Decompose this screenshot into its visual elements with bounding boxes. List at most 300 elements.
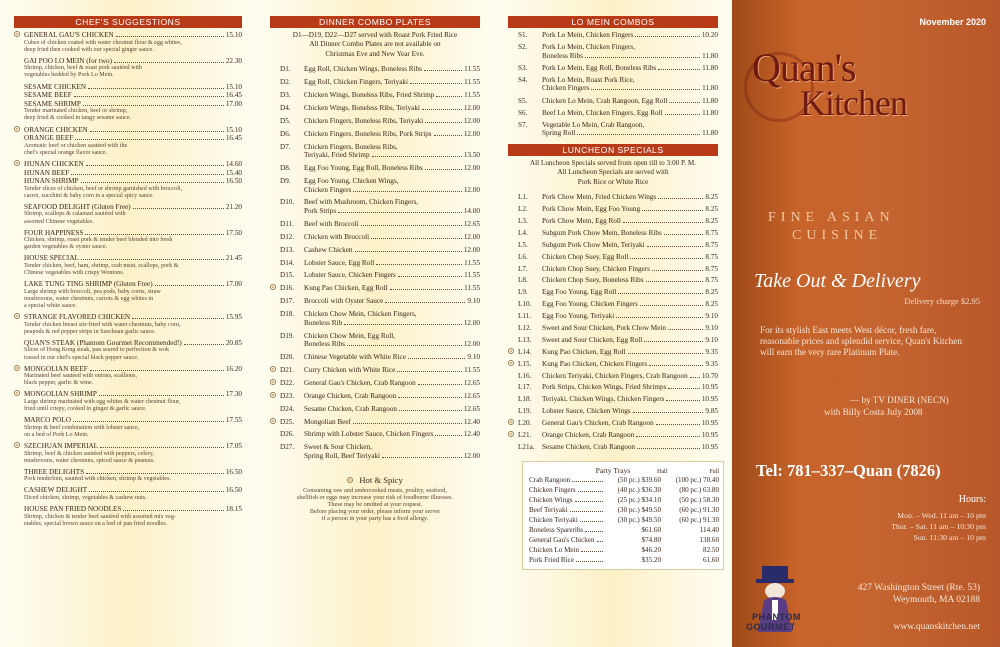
party-trays-full-label: Full — [709, 469, 719, 476]
combo-number: S4. — [518, 75, 528, 84]
dot-leader — [397, 366, 462, 372]
combo-number: S2. — [518, 43, 528, 52]
combo-item — [508, 372, 718, 381]
combo-number: S1. — [518, 31, 528, 39]
menu-item-row — [24, 313, 242, 322]
tagline-cuisine: CUISINE — [792, 228, 883, 243]
combo-price: 8.75 — [705, 252, 718, 261]
menu-item-name: STRANGE FLAVORED CHICKEN — [24, 313, 131, 322]
dot-leader — [71, 169, 224, 175]
party-tray-name: Chicken Fingers — [529, 486, 576, 495]
party-tray-name: General Gau's Chicken — [529, 536, 595, 545]
combo-name: Beef Lo Mein, Chicken Fingers, Egg Roll — [542, 108, 663, 117]
combo-name: Boneless Rib — [304, 318, 343, 327]
hours-line: Thur. – Sat. 11 am – 10:30 pm — [891, 522, 986, 531]
menu-item-price: 21.20 — [225, 202, 242, 211]
combo-item — [270, 130, 480, 139]
party-tray-half-price: (40 pc.) $36.30 — [617, 486, 661, 495]
combo-number: L20. — [518, 419, 532, 428]
combo-item-row — [518, 241, 718, 250]
combo-price: 9.10 — [705, 312, 718, 321]
combo-price: 10.95 — [701, 383, 718, 392]
combo-item-row — [280, 430, 480, 439]
combo-item-row — [518, 253, 718, 262]
hours-line: Mon. – Wed. 11 am – 10 pm — [897, 511, 986, 520]
combo-name: Chicken Chow Mein, Chicken Fingers, — [304, 310, 417, 319]
dot-leader — [436, 91, 462, 97]
combo-item-row — [518, 276, 718, 285]
combo-number: L19. — [518, 407, 532, 416]
combo-item-row — [280, 332, 480, 341]
combo-number: D2. — [280, 78, 291, 87]
combo-price: 9.35 — [705, 359, 718, 368]
combo-number: L4. — [518, 228, 528, 237]
dot-leader — [658, 64, 700, 70]
menu-item — [14, 442, 242, 465]
combo-price: 12.00 — [463, 232, 480, 241]
combo-name: Kung Pao Chicken, Chicken Fingers — [542, 359, 648, 368]
dot-leader — [585, 52, 700, 58]
menu-item — [14, 468, 242, 484]
combo-number: L7. — [518, 264, 528, 273]
dot-leader — [353, 418, 462, 424]
combo-price: 8.75 — [705, 240, 718, 249]
combo-price: 11.55 — [464, 78, 480, 87]
dinner-combo-column — [256, 0, 494, 647]
combo-item-row — [280, 443, 480, 452]
combo-item — [508, 288, 718, 297]
combo-name: Chicken Chow Mein, Egg Roll, — [304, 331, 396, 340]
party-tray-name-cell — [529, 545, 605, 555]
combo-item-row — [280, 143, 480, 152]
combo-price: 8.25 — [705, 193, 718, 202]
combo-item — [270, 104, 480, 113]
menu-item-price: 18.15 — [225, 505, 242, 514]
menu-item-row — [24, 126, 242, 135]
hot-spicy-icon — [14, 365, 20, 371]
dot-leader — [425, 117, 462, 123]
dot-leader — [425, 164, 462, 170]
menu-item — [14, 505, 242, 528]
combo-item — [270, 233, 480, 242]
combo-item-row — [518, 217, 718, 226]
dot-leader — [133, 203, 224, 209]
combo-item — [270, 143, 480, 160]
combo-item — [270, 379, 480, 388]
party-tray-half-price: $46.20 — [641, 546, 661, 555]
dot-leader — [408, 353, 465, 359]
party-tray-full-price: (60 pc.) 91.30 — [679, 506, 719, 515]
combo-item — [508, 109, 718, 118]
combo-number: D7. — [280, 142, 291, 151]
menu-item-price: 15.10 — [225, 82, 242, 91]
dot-leader — [635, 31, 700, 37]
menu-item-name: HUNAN CHICKEN — [24, 159, 84, 168]
menu-item-price: 17.00 — [225, 99, 242, 108]
combo-number: S3. — [518, 63, 528, 72]
combo-number: S5. — [518, 96, 528, 105]
combo-item-row — [518, 64, 718, 73]
combo-item — [508, 407, 718, 416]
combo-name: Chicken Wings, Boneless Ribs, Fried Shrimp — [304, 91, 435, 99]
combo-price: 11.80 — [702, 108, 718, 117]
combo-number: L10. — [518, 300, 532, 309]
menu-item — [14, 280, 242, 310]
party-tray-name-cell — [529, 525, 605, 535]
combo-item — [508, 64, 718, 73]
menu-item-description: Tender chicken breast stir-fried with water chestnuts, baby corn, — [24, 321, 181, 328]
party-tray-half-price: (30 pc.) $49.50 — [617, 506, 661, 515]
footnote-line: Before placing your order, please inform your server — [309, 508, 441, 516]
combo-price: 9.10 — [705, 335, 718, 344]
dinner-combo-note — [270, 31, 480, 59]
menu-item-name: SZECHUAN IMPERIAL — [24, 442, 99, 450]
dot-leader — [575, 496, 603, 502]
menu-item-row — [24, 486, 242, 495]
combo-item-row — [518, 109, 718, 118]
combo-name: Chicken Fingers, Boneless Ribs, Teriyaki — [304, 116, 424, 125]
menu-item-price: 22.30 — [225, 56, 242, 65]
menu-item-row — [24, 229, 242, 238]
dinner-combo-list — [270, 65, 480, 460]
combo-name: Egg Foo Young, Egg Roll — [542, 288, 617, 297]
dot-leader — [73, 416, 224, 422]
combo-number: D4. — [280, 103, 291, 112]
combo-name: Teriyaki, Fried Shrimp — [304, 151, 370, 160]
combo-item-row — [280, 310, 480, 319]
combo-number: D5. — [280, 116, 291, 125]
dot-leader — [338, 207, 462, 213]
combo-item — [508, 312, 718, 321]
menu-item-description: on a bed of Pork Lo Mein. — [24, 431, 89, 438]
combo-name: Chicken Teriyaki, Chicken Fingers, Crab Rangoon — [542, 371, 688, 380]
menu-item-description: tossed in our chef's special black pepper sauce. — [24, 354, 139, 361]
dot-leader — [371, 233, 462, 239]
combo-price: 8.25 — [705, 288, 718, 297]
review-source: — by TV DINER (NECN) — [850, 395, 949, 405]
menu-item-price: 15.10 — [225, 31, 242, 39]
combo-price: 12.00 — [463, 116, 480, 125]
combo-number: D24. — [280, 404, 295, 413]
combo-number: L9. — [518, 288, 528, 297]
menu-item — [14, 31, 242, 54]
menu-item-price: 17.30 — [225, 390, 242, 399]
combo-item-row — [518, 97, 718, 106]
combo-number: D13. — [280, 245, 295, 254]
combo-price: 12.00 — [463, 103, 480, 112]
menu-item-price: 17.05 — [225, 442, 242, 450]
combo-item-row — [280, 78, 480, 87]
party-tray-half-price: (30 pc.) $49.50 — [617, 516, 661, 525]
party-tray-name-cell — [529, 485, 605, 495]
combo-price: 12.00 — [463, 164, 480, 173]
party-tray-row — [529, 515, 719, 525]
combo-name: Pork Lo Mein, Chicken Fingers, — [542, 43, 636, 52]
combo-name: General Gau's Chicken, Crab Rangoon — [304, 378, 416, 387]
party-tray-full-price: 138.60 — [699, 536, 719, 545]
dot-leader — [656, 419, 700, 425]
party-tray-name-cell — [529, 555, 605, 565]
combo-item — [508, 253, 718, 262]
combo-name: Sesame Chicken, Crab Rangoon — [304, 404, 398, 413]
luncheon-note — [508, 159, 718, 187]
luncheon-specials-banner: LUNCHEON SPECIALS — [508, 144, 718, 156]
party-tray-name: Chicken Lo Mein — [529, 546, 580, 555]
combo-name: Pork Strips, Chicken Wings, Fried Shrimps — [542, 383, 667, 392]
combo-item-row — [518, 43, 718, 52]
combo-item-row — [518, 348, 718, 357]
menu-item-description: Large shrimp with broccoli, pea pods, baby corns, straw — [24, 288, 161, 295]
menu-item — [14, 339, 242, 362]
footnote-line: if a person in your party has a food allergy. — [321, 515, 429, 523]
combo-item — [270, 366, 480, 375]
combo-price: 9.10 — [467, 353, 480, 362]
combo-item — [270, 259, 480, 268]
menu-item — [14, 254, 242, 277]
dot-leader — [669, 97, 700, 103]
combo-price: 14.00 — [463, 207, 480, 216]
combo-item-row — [518, 129, 718, 138]
combo-price: 11.55 — [464, 65, 480, 74]
dot-leader — [630, 253, 703, 259]
combo-item-row — [280, 297, 480, 306]
menu-item-price: 17.00 — [225, 280, 242, 289]
combo-item-row — [518, 312, 718, 321]
hot-spicy-icon — [14, 442, 20, 448]
dot-leader — [100, 442, 224, 448]
combo-name: Egg Foo Young, Chicken Wings, — [304, 176, 399, 185]
combo-item — [508, 300, 718, 309]
combo-number: D26. — [280, 430, 295, 439]
menu-item-description: mushrooms, water chestnuts, spiced sauce & peanuts. — [24, 457, 155, 464]
menu-item-row — [24, 468, 242, 477]
combo-number: L18. — [518, 395, 532, 404]
hot-spicy-legend — [270, 475, 480, 485]
menu-item-row — [24, 505, 242, 514]
combo-number: L21. — [518, 430, 532, 439]
party-tray-name-cell — [529, 505, 605, 515]
combo-number: D12. — [280, 232, 295, 241]
party-trays-header — [529, 466, 719, 475]
combo-price: 8.75 — [705, 228, 718, 237]
combo-item — [270, 353, 480, 362]
combo-item-row — [518, 265, 718, 274]
menu-item-price: 15.10 — [225, 125, 242, 134]
dot-leader — [646, 276, 704, 282]
combo-number: D10. — [280, 198, 295, 207]
party-trays-rows — [529, 475, 719, 565]
combo-number: L21a. — [518, 442, 535, 451]
combo-item-row — [280, 418, 480, 427]
menu-item-row — [24, 442, 242, 451]
dot-leader — [580, 516, 603, 522]
menu-item-description: black pepper, garlic & wine. — [24, 380, 94, 387]
menu-item-name: CASHEW DELIGHT — [24, 486, 88, 495]
menu-item-row — [24, 169, 242, 178]
party-tray-name: Beef Teriyaki — [529, 506, 568, 515]
combo-price: 9.10 — [705, 323, 718, 332]
combo-price: 12.00 — [463, 340, 480, 349]
menu-item-description: Shrimp & beef combination with lobster sauce, — [24, 424, 140, 431]
menu-item-description: Tender marinated chicken, beef or shrimp, — [24, 108, 128, 115]
dot-leader — [81, 177, 224, 183]
combo-number: L15. — [518, 359, 532, 368]
party-tray-half-price: $61.60 — [641, 526, 661, 535]
combo-number: L13. — [518, 335, 532, 344]
dot-leader — [666, 395, 699, 401]
combo-item-row — [518, 288, 718, 297]
combo-item — [508, 348, 718, 357]
delivery-charge: Delivery charge $2.95 — [904, 296, 980, 306]
party-tray-full-price: (100 pc.) 70.40 — [675, 476, 719, 485]
combo-number: D22. — [280, 378, 295, 387]
luncheon-specials-list — [508, 193, 718, 451]
combo-item — [270, 443, 480, 460]
combo-item — [270, 271, 480, 280]
hot-spicy-icon — [14, 126, 20, 132]
party-tray-name: Pork Fried Rice — [529, 556, 574, 565]
combo-price: 11.80 — [702, 51, 718, 60]
logo-line-1: Quan's — [752, 45, 856, 90]
combo-number: L11. — [518, 312, 532, 321]
combo-number: L8. — [518, 276, 528, 285]
combo-name: Sweet & Sour Chicken, — [304, 443, 372, 452]
combo-name: Beef with Mushroom, Chicken Fingers, — [304, 198, 419, 207]
combo-item — [270, 91, 480, 100]
combo-item — [270, 405, 480, 414]
dot-leader — [372, 151, 462, 157]
menu-item-description: Aromatic beef or chicken sautéed with the — [24, 142, 128, 149]
combo-name: Vegetable Lo Mein, Crab Rangoon, — [542, 120, 645, 129]
hot-spicy-label: Hot & Spicy — [359, 474, 403, 485]
chefs-suggestions-column — [0, 0, 256, 647]
combo-item-row — [518, 383, 718, 392]
chefs-suggestions-list — [14, 31, 242, 528]
combo-item — [508, 229, 718, 238]
menu-item-description: etables, special brown sauce on a bed of pan fried noodles. — [24, 520, 168, 527]
combo-item-row — [280, 246, 480, 255]
dinner-note-line: D1—D19, D22—D27 served with Roast Pork Fried Rice — [292, 31, 458, 39]
menu-item-price: 15.40 — [225, 168, 242, 177]
phone-number[interactable]: Tel: 781–337–Quan (7826) — [756, 461, 941, 480]
combo-item-row — [280, 284, 480, 293]
combo-item — [508, 97, 718, 106]
dot-leader — [572, 476, 603, 482]
menu-item-name: MONGOLIAN BEEF — [24, 364, 88, 373]
combo-number: L3. — [518, 216, 528, 225]
combo-item-row — [518, 31, 718, 40]
combo-price: 11.80 — [702, 84, 718, 93]
combo-price: 12.00 — [463, 129, 480, 138]
combo-price: 11.55 — [464, 366, 480, 374]
dot-leader — [576, 556, 603, 562]
combo-item — [508, 383, 718, 392]
dot-leader — [644, 336, 703, 342]
menu-item-description: Chicken, shrimp, roast pork & tender beef blended into fresh — [24, 237, 173, 244]
menu-item-description: carrot, zucchini & baby corn in a special spicy sauce. — [24, 192, 154, 199]
menu-item-description: Slices of Hong Kong steak, pan seared to perfection & wok — [24, 347, 170, 354]
menu-item — [14, 134, 242, 157]
combo-name: Egg Foo Young, Egg Roll, Boneless Ribs — [304, 164, 423, 173]
hot-spicy-icon — [270, 366, 276, 372]
dot-leader — [88, 83, 224, 89]
menu-item — [14, 126, 242, 135]
menu-item-price: 17.50 — [225, 228, 242, 237]
combo-name: Chicken Chop Suey, Egg Roll — [542, 252, 629, 261]
menu-item-description: vegetables bedded by Pork Lo Mein. — [24, 72, 114, 79]
party-tray-name-cell — [529, 495, 605, 505]
dot-leader — [616, 312, 703, 318]
menu-item-description: Marinated beef sautéed with onions, scallions, — [24, 373, 137, 380]
combo-name: Beef with Broccoli — [304, 219, 359, 228]
combo-price: 11.55 — [464, 271, 480, 280]
luncheon-note-line: All Luncheon Specials are served with — [557, 168, 669, 177]
combo-number: D27. — [280, 443, 295, 452]
combo-name: Egg Foo Young, Teriyaki — [542, 312, 615, 321]
dot-leader — [361, 220, 462, 226]
menu-item-row — [24, 254, 242, 263]
dot-leader — [664, 229, 704, 235]
menu-item-row — [24, 280, 242, 289]
combo-item-row — [518, 419, 718, 428]
menu-item-name: HOUSE SPECIAL — [24, 254, 79, 263]
website-link[interactable]: www.quanskitchen.net — [893, 622, 980, 632]
combo-name: Subgum Pork Chow Mein, Teriyaki — [542, 240, 645, 249]
combo-item — [508, 76, 718, 93]
menu-item — [14, 229, 242, 252]
combo-name: Pork Chow Mein, Egg Roll — [542, 216, 621, 225]
menu-item-price: 14.60 — [225, 159, 242, 168]
menu-item — [14, 169, 242, 178]
menu-item-row — [24, 177, 242, 186]
menu-item-name: SEAFOOD DELIGHT (Gluten Free) — [24, 202, 131, 211]
combo-price: 8.25 — [705, 205, 718, 214]
combo-number: D20. — [280, 353, 295, 362]
footnote-line: These may be omitted at your request. — [327, 500, 423, 508]
dot-leader — [155, 280, 224, 286]
combo-name: Pork Chow Mein, Egg Foo Young — [542, 205, 641, 214]
dot-leader — [690, 372, 700, 378]
combo-number: L12. — [518, 323, 532, 332]
combo-name: Boneless Ribs — [304, 340, 345, 349]
combo-price: 11.55 — [464, 258, 480, 267]
combo-item — [270, 198, 480, 215]
chefs-suggestions-banner: CHEF'S SUGGESTIONS — [14, 16, 242, 28]
menu-item-price: 17.55 — [225, 416, 242, 425]
dot-leader — [355, 246, 462, 252]
menu-item-description: Shrimp, chicken & tender beef sautéed with assorted mix veg- — [24, 513, 176, 520]
combo-price: 12.00 — [463, 318, 480, 327]
combo-name: Chicken Wings, Boneless Ribs, Teriyaki — [304, 103, 420, 112]
combo-number: D16. — [280, 284, 295, 293]
combo-name: Orange Chicken, Crab Rangoon — [304, 391, 397, 400]
party-tray-half-price: (25 pc.) $34.10 — [617, 496, 661, 505]
combo-name: Boneless Ribs — [542, 51, 583, 60]
combo-item — [270, 392, 480, 401]
party-tray-full-price: (50 pc.) 58.30 — [679, 496, 719, 505]
combo-number: L6. — [518, 252, 528, 261]
hot-spicy-icon — [14, 390, 20, 396]
allergy-footnote — [270, 487, 480, 523]
party-tray-row — [529, 495, 719, 505]
combo-item — [270, 297, 480, 306]
menu-item-description: chef's special orange flavor sauce. — [24, 149, 108, 156]
combo-item-row — [518, 360, 718, 369]
dot-leader — [623, 217, 704, 223]
lomein-luncheon-column — [494, 0, 732, 647]
combo-item-row — [518, 407, 718, 416]
menu-item-name: ORANGE CHICKEN — [24, 125, 88, 134]
